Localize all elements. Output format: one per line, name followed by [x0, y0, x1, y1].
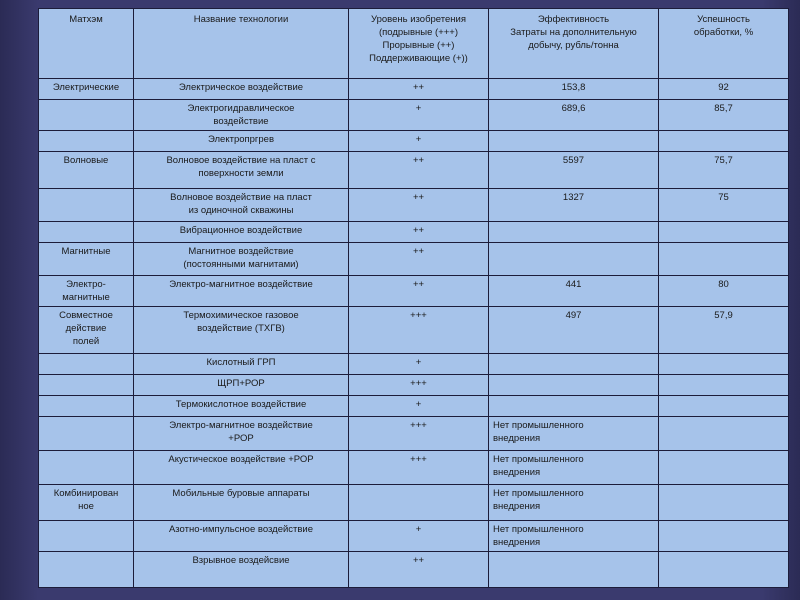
group-cell [39, 521, 134, 552]
level-cell: + [349, 354, 489, 375]
success-cell [659, 521, 789, 552]
efficiency-cell [489, 396, 659, 417]
header-level-line: (подрывные (+++) [378, 27, 459, 38]
efficiency-cell [489, 417, 659, 451]
technology-cell [134, 189, 349, 222]
technology-line: Волновое воздействие на пласт с [166, 155, 316, 166]
table-row [39, 451, 789, 485]
level-cell: ++ [349, 189, 489, 222]
success-cell: 92 [659, 79, 789, 100]
technology-line: из одиночной скважины [188, 205, 294, 216]
efficiency-line: 1327 [562, 192, 585, 203]
table-row [39, 375, 789, 396]
efficiency-line: внедрения [493, 501, 541, 512]
header-level-line: Прорывные (++) [382, 40, 455, 51]
success-cell [659, 375, 789, 396]
technology-line: поверхности земли [198, 168, 284, 179]
success-cell [659, 485, 789, 521]
technology-cell [134, 375, 349, 396]
header-level [349, 9, 489, 79]
efficiency-cell [489, 222, 659, 243]
level-cell: +++ [349, 417, 489, 451]
header-efficiency [489, 9, 659, 79]
efficiency-line: Нет промышленного [493, 488, 584, 499]
success-cell: 85,7 [659, 100, 789, 131]
level-cell: +++ [349, 451, 489, 485]
efficiency-cell [489, 552, 659, 588]
group-line: Комбинирован [53, 488, 119, 499]
success-cell: 75,7 [659, 152, 789, 189]
level-cell: ++ [349, 222, 489, 243]
group-cell [39, 152, 134, 189]
efficiency-line: 441 [565, 279, 582, 290]
level-cell: ++ [349, 152, 489, 189]
efficiency-cell [489, 485, 659, 521]
technology-line: Азотно-импульсное воздействие [168, 524, 314, 535]
group-cell [39, 276, 134, 307]
technology-table [38, 8, 789, 588]
success-cell [659, 417, 789, 451]
technology-cell [134, 276, 349, 307]
technology-cell [134, 552, 349, 588]
group-line: Электро- [66, 279, 106, 290]
group-cell [39, 79, 134, 100]
level-cell: ++ [349, 552, 489, 588]
level-cell: +++ [349, 375, 489, 396]
efficiency-line: 689,6 [561, 103, 586, 114]
header-success-line: Успешность [697, 14, 750, 25]
technology-cell [134, 451, 349, 485]
efficiency-line: внедрения [493, 433, 541, 444]
success-cell: 80 [659, 276, 789, 307]
technology-cell [134, 485, 349, 521]
technology-line: ЩРП+РОР [217, 378, 265, 389]
technology-cell [134, 152, 349, 189]
efficiency-line: внедрения [493, 537, 541, 548]
group-line: действие [65, 323, 107, 334]
group-cell [39, 307, 134, 354]
group-cell [39, 485, 134, 521]
efficiency-line: Нет промышленного [493, 420, 584, 431]
group-cell [39, 451, 134, 485]
technology-line: Электропргрев [207, 134, 275, 145]
technology-line: (постоянными магнитами) [183, 259, 299, 270]
table-row [39, 79, 789, 100]
group-cell [39, 131, 134, 152]
success-cell [659, 131, 789, 152]
group-cell [39, 100, 134, 131]
technology-line: Термохимическое газовое [183, 310, 299, 321]
group-line: Электрические [52, 82, 120, 93]
technology-line: Кислотный ГРП [206, 357, 276, 368]
table-row [39, 152, 789, 189]
header-level-line: Поддерживающие (+)) [369, 53, 468, 64]
level-cell: ++ [349, 79, 489, 100]
success-cell: 57,9 [659, 307, 789, 354]
table-row [39, 243, 789, 276]
efficiency-line: внедрения [493, 467, 541, 478]
efficiency-cell [489, 189, 659, 222]
header-technology: Название технологии [134, 9, 349, 79]
technology-line: Мобильные буровые аппараты [172, 488, 310, 499]
group-cell [39, 552, 134, 588]
success-cell [659, 354, 789, 375]
group-line: Совместное [59, 310, 113, 321]
header-efficiency-line: Затраты на дополнительную [510, 27, 637, 38]
technology-line: Электрогидравлическое [187, 103, 295, 114]
efficiency-cell [489, 276, 659, 307]
table-row [39, 100, 789, 131]
header-efficiency-line: Эффективность [537, 14, 610, 25]
group-cell [39, 396, 134, 417]
table-body [39, 79, 789, 588]
technology-cell [134, 243, 349, 276]
success-cell [659, 243, 789, 276]
efficiency-cell [489, 307, 659, 354]
group-cell [39, 222, 134, 243]
table-row [39, 276, 789, 307]
level-cell [349, 485, 489, 521]
efficiency-line: Нет промышленного [493, 454, 584, 465]
success-cell [659, 451, 789, 485]
header-efficiency-line: добычу, рубль/тонна [528, 40, 619, 51]
table-row [39, 396, 789, 417]
efficiency-line: Нет промышленного [493, 524, 584, 535]
group-line: Волновые [63, 155, 109, 166]
technology-line: Акустическое воздействие +РОР [168, 454, 314, 465]
group-cell [39, 417, 134, 451]
header-math: Матхэм [39, 9, 134, 79]
header-success [659, 9, 789, 79]
group-line: магнитные [62, 292, 110, 303]
technology-line: Взрывное воздейсвие [192, 555, 290, 566]
table-row [39, 131, 789, 152]
table-row [39, 189, 789, 222]
technology-line: Волновое воздействие на пласт [170, 192, 312, 203]
group-line: Магнитные [61, 246, 111, 257]
group-line: полей [72, 336, 100, 347]
technology-cell [134, 396, 349, 417]
table-row [39, 521, 789, 552]
technology-line: Магнитное воздействие [188, 246, 294, 257]
efficiency-cell [489, 354, 659, 375]
technology-line: Электрическое воздействие [178, 82, 304, 93]
efficiency-cell [489, 152, 659, 189]
success-cell [659, 552, 789, 588]
efficiency-cell [489, 131, 659, 152]
group-cell [39, 189, 134, 222]
level-cell: + [349, 396, 489, 417]
group-cell [39, 243, 134, 276]
table-row [39, 307, 789, 354]
technology-line: воздействие [213, 116, 269, 127]
level-cell: + [349, 521, 489, 552]
table-row [39, 552, 789, 588]
level-cell: + [349, 131, 489, 152]
technology-line: Электро-магнитное воздействие [169, 420, 313, 431]
technology-cell [134, 131, 349, 152]
technology-line: Вибрационное воздействие [179, 225, 303, 236]
level-cell: +++ [349, 307, 489, 354]
technology-cell [134, 354, 349, 375]
success-cell: 75 [659, 189, 789, 222]
level-cell: + [349, 100, 489, 131]
success-cell [659, 222, 789, 243]
technology-line: Термокислотное воздействие [175, 399, 307, 410]
header-success-line: обработки, % [693, 27, 754, 38]
level-cell: ++ [349, 276, 489, 307]
efficiency-line: 5597 [562, 155, 585, 166]
efficiency-cell [489, 375, 659, 396]
technology-cell [134, 100, 349, 131]
efficiency-cell [489, 521, 659, 552]
efficiency-line: 153,8 [561, 82, 586, 93]
level-cell: ++ [349, 243, 489, 276]
table-row [39, 222, 789, 243]
group-cell [39, 354, 134, 375]
table-row [39, 485, 789, 521]
technology-cell [134, 521, 349, 552]
technology-line: воздействие (ТХГВ) [197, 323, 285, 334]
group-cell [39, 375, 134, 396]
technology-cell [134, 417, 349, 451]
efficiency-cell [489, 451, 659, 485]
efficiency-cell [489, 243, 659, 276]
success-cell [659, 396, 789, 417]
table-row [39, 354, 789, 375]
technology-cell [134, 79, 349, 100]
efficiency-cell [489, 100, 659, 131]
header-level-line: Уровень изобретения [371, 14, 466, 25]
efficiency-line: 497 [565, 310, 582, 321]
group-line: ное [78, 501, 94, 512]
technology-line: +РОР [228, 433, 254, 444]
technology-cell [134, 222, 349, 243]
header-row [39, 9, 789, 79]
efficiency-cell [489, 79, 659, 100]
technology-cell [134, 307, 349, 354]
table-row [39, 417, 789, 451]
technology-line: Электро-магнитное воздействие [169, 279, 313, 290]
